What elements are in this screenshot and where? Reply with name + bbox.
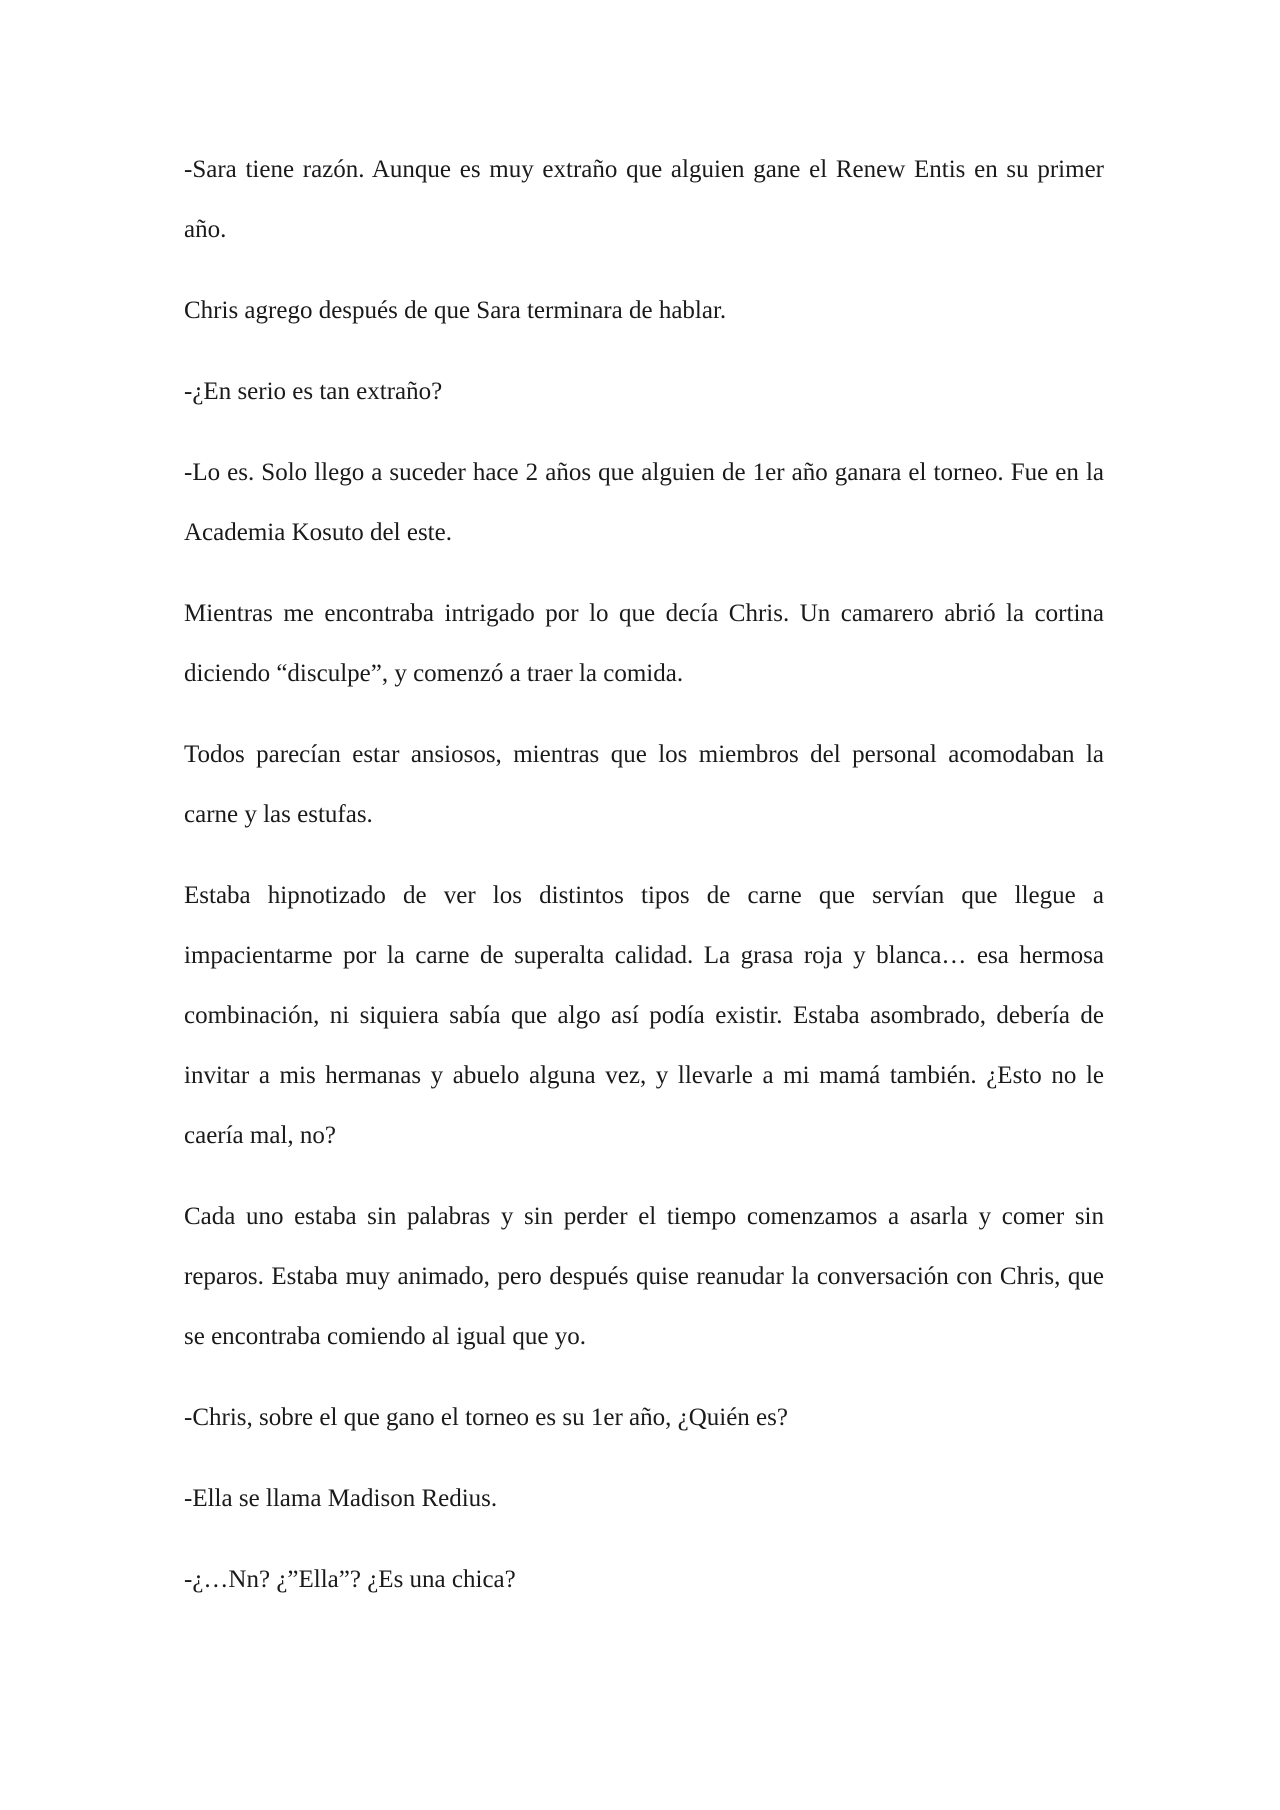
document-page bbox=[184, 140, 1104, 1631]
paragraph-8: Cada uno estaba sin palabras y sin perder el tiempo comenzamos a asarla y comer sin reparos. Estaba muy animado, pero después quise reanudar la conversación con Chris, que se encontraba comiendo al igual que yo. bbox=[184, 1203, 1104, 1350]
paragraph-10: -Ella se llama Madison Redius. bbox=[184, 1485, 498, 1512]
paragraph-11: -¿…Nn? ¿”Ella”? ¿Es una chica? bbox=[184, 1566, 516, 1593]
paragraph-2: Chris agrego después de que Sara terminara de hablar. bbox=[184, 297, 727, 324]
paragraph-6: Todos parecían estar ansiosos, mientras que los miembros del personal acomodaban la carne y las estufas. bbox=[184, 741, 1104, 828]
paragraph-5: Mientras me encontraba intrigado por lo que decía Chris. Un camarero abrió la cortina diciendo “disculpe”, y comenzó a traer la comida. bbox=[184, 600, 1104, 687]
paragraph-7: Estaba hipnotizado de ver los distintos tipos de carne que servían que llegue a impacientarme por la carne de superalta calidad. La grasa roja y blanca… esa hermosa combinación, ni siquiera sabía que algo así podía existir. Estaba asombrado, debería de invitar a mis hermanas y abuelo alguna vez, y llevarle a mi mamá también. ¿Esto no le caería mal, no? bbox=[184, 882, 1104, 1149]
paragraph-9: -Chris, sobre el que gano el torneo es su 1er año, ¿Quién es? bbox=[184, 1404, 788, 1431]
paragraph-1: -Sara tiene razón. Aunque es muy extraño que alguien gane el Renew Entis en su primer año. bbox=[184, 156, 1104, 243]
paragraph-3: -¿En serio es tan extraño? bbox=[184, 378, 443, 405]
paragraph-4: -Lo es. Solo llego a suceder hace 2 años que alguien de 1er año ganara el torneo. Fue en la Academia Kosuto del este. bbox=[184, 459, 1104, 546]
